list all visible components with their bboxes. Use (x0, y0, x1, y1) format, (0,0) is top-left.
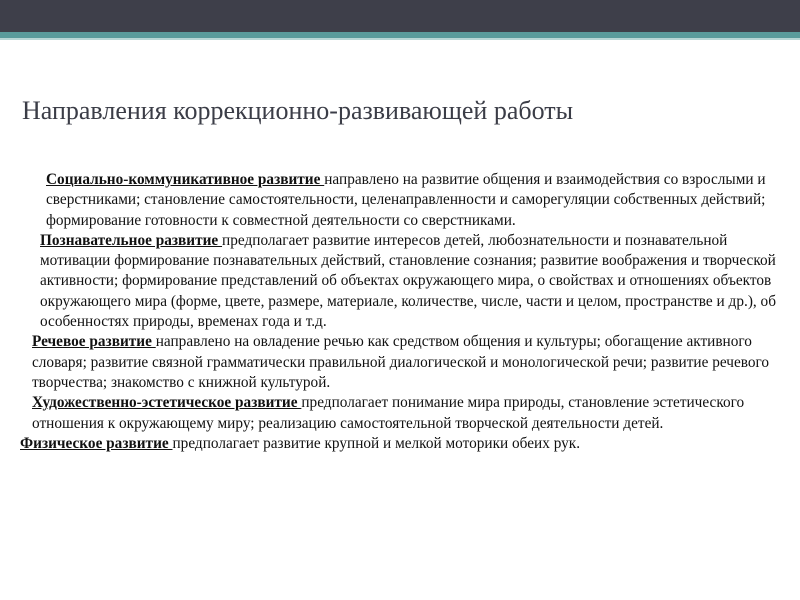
header-accent-line (0, 38, 800, 40)
paragraph-social-communicative (20, 170, 782, 231)
term-social-communicative: Социально-коммуникативное развитие (46, 171, 325, 188)
paragraph-cognitive (20, 231, 782, 332)
paragraph-speech (20, 332, 782, 393)
term-physical: Физическое развитие (20, 434, 173, 452)
slide-body (20, 170, 782, 454)
term-speech: Речевое развитие (32, 333, 156, 351)
slide-title: Направления коррекционно-развивающей работы (22, 96, 574, 125)
paragraph-text: предполагает понимание мира природы, становление эстетического отношения к окружающему миру; реализацию самостоятельной творческой деятельности детей. (32, 394, 745, 432)
paragraph-text: предполагает развитие крупной и мелкой моторики обеих рук. (172, 434, 581, 452)
paragraph-physical (20, 434, 782, 454)
header-bar (0, 0, 800, 32)
term-cognitive: Познавательное развитие (40, 231, 223, 249)
paragraph-text: направлено на овладение речью как средством общения и культуры; обогащение активного словаря; развитие связной грамматически правильной диалогической и монологической речи; развитие речевого творчества; знакомство с книжной культурой. (32, 333, 770, 391)
paragraph-text: направлено на развитие общения и взаимодействия со взрослыми и сверстниками; становление самостоятельности, целенаправленности и саморегуляции собственных действий; формирование готовности к совместной деятельности со сверстниками. (46, 171, 766, 229)
paragraph-artistic-aesthetic (20, 393, 782, 434)
term-artistic-aesthetic: Художественно-эстетическое развитие (32, 394, 302, 412)
paragraph-text: предполагает развитие интересов детей, любознательности и познавательной мотивации формирование познавательных действий, становление сознания; развитие воображения и творческой активности; формирование представлений об объектах окружающего мира, о свойствах и отношениях объектов окружающего мира (форме, цвете, размере, материале, количестве, числе, части и целом, пространстве и др.), об особенностях природы, временах года и т.д. (40, 231, 776, 331)
